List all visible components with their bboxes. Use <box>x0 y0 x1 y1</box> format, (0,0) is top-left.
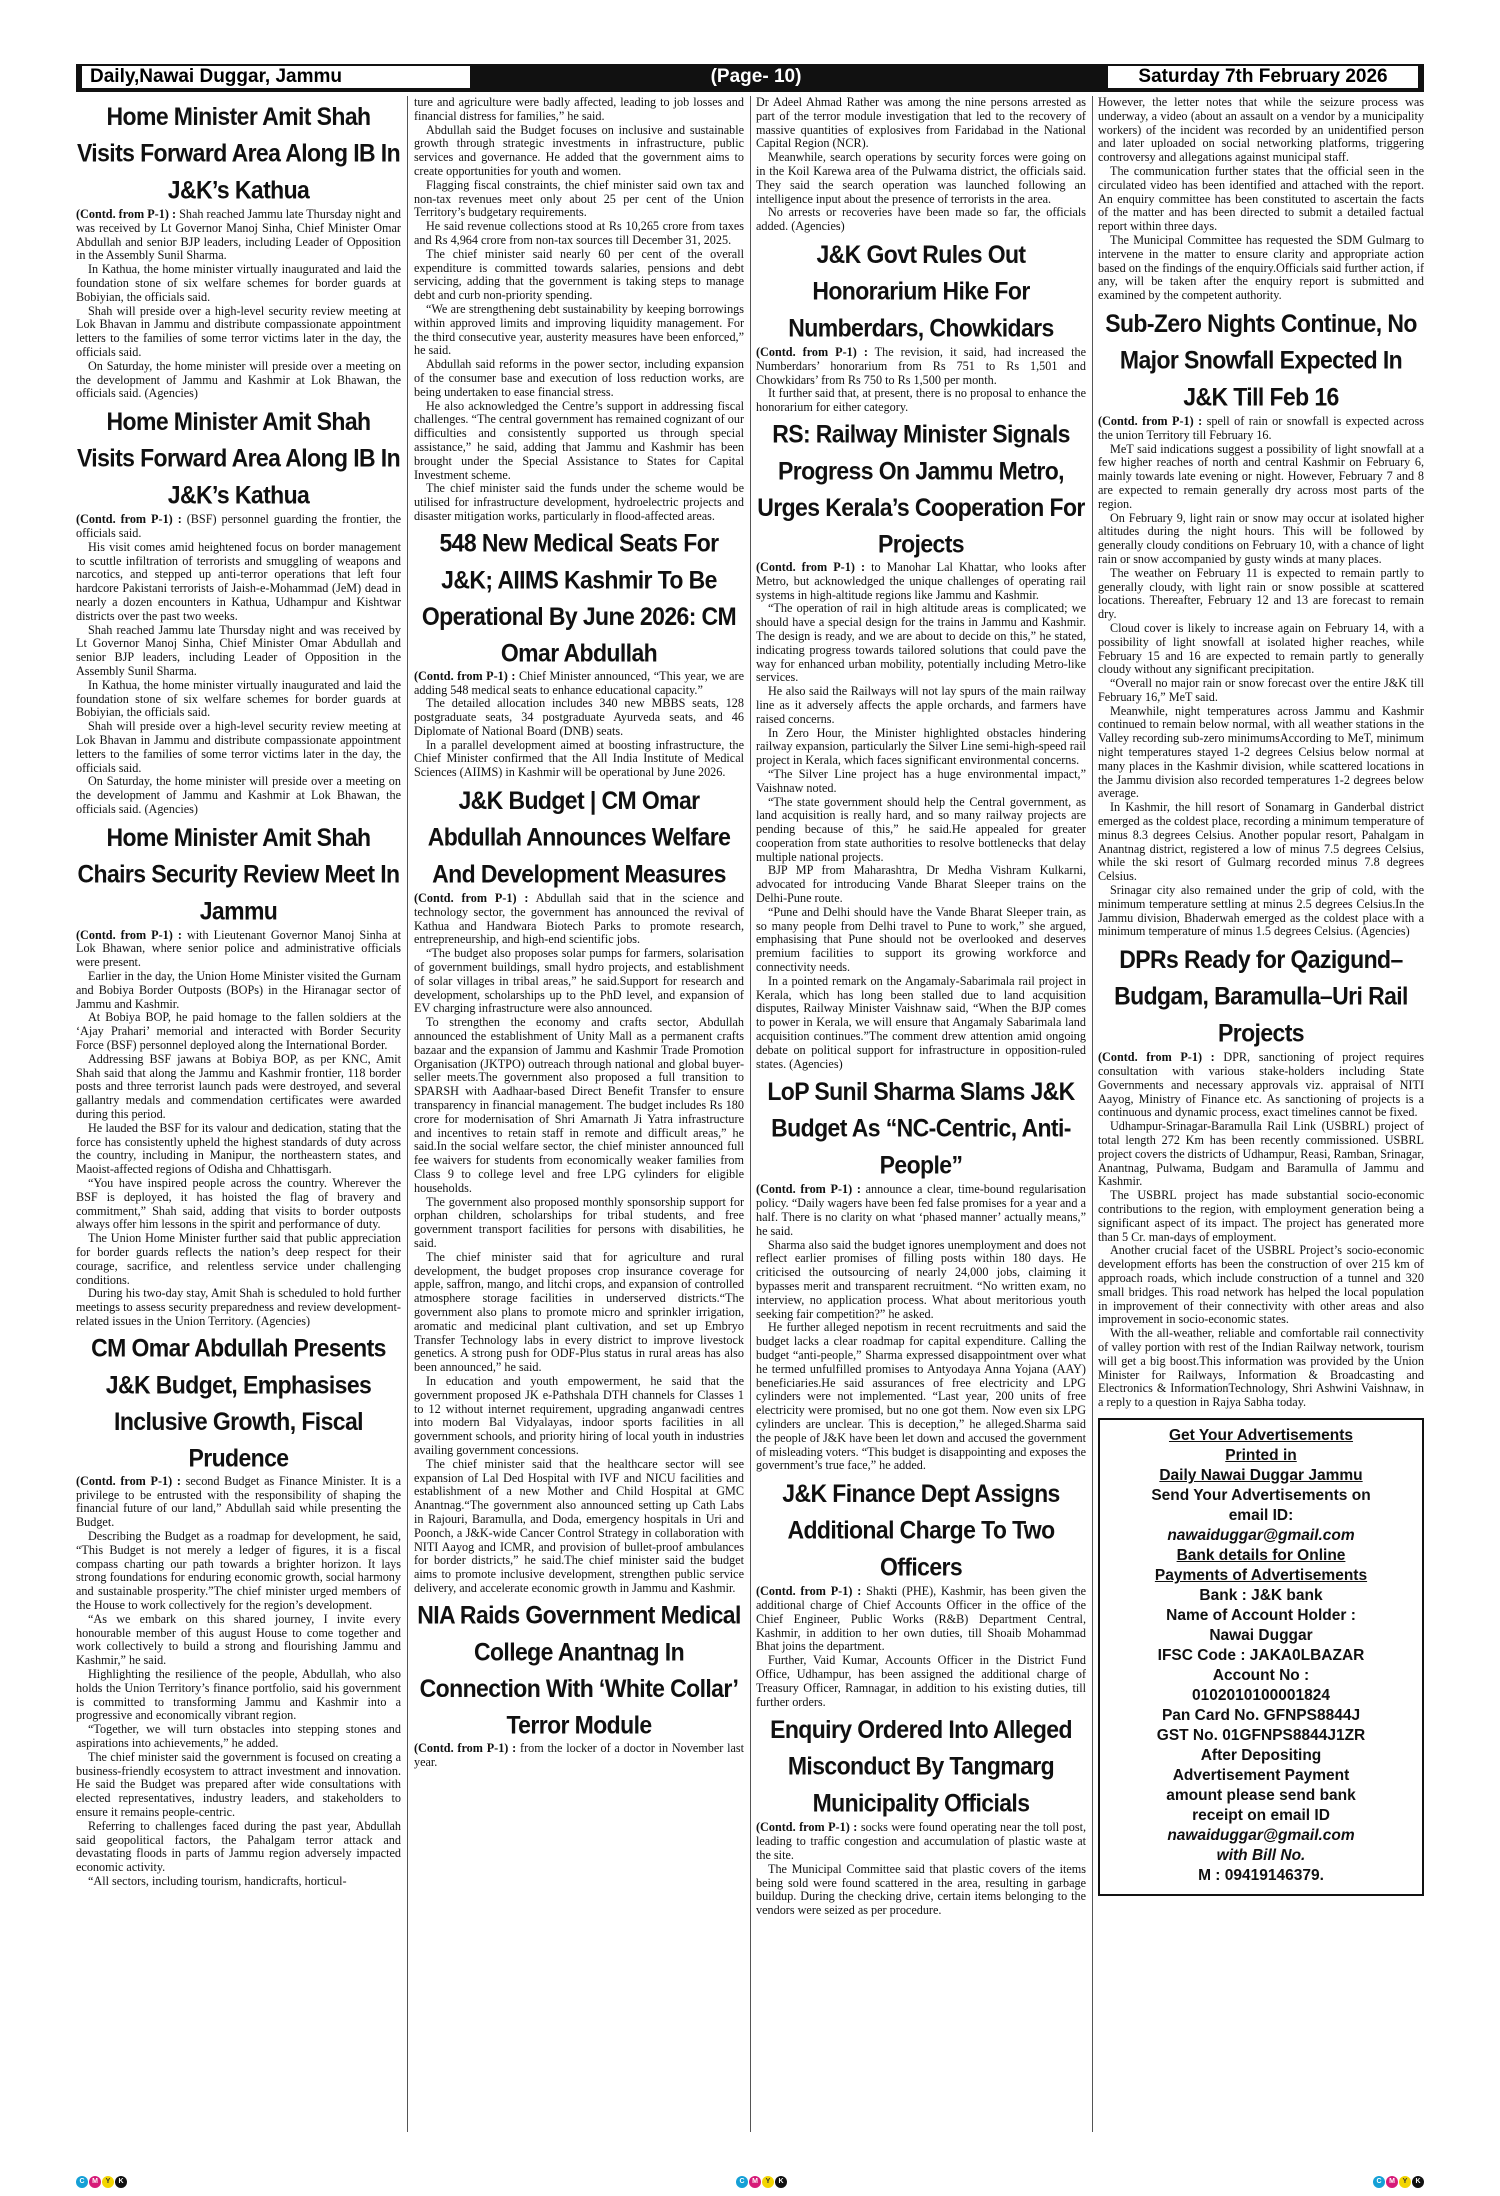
article-paragraph: He said revenue collections stood at Rs 10,265 crore from taxes and Rs 4,964 crore from non-tax sources till December 31, 2025. <box>414 219 744 247</box>
article-paragraph: “All sectors, including tourism, handicrafts, horticul- <box>88 1873 347 1888</box>
ad-email: nawaiduggar@gmail.com <box>1167 1826 1355 1844</box>
article-lead: (Contd. from P-1) : announce a clear, time-bound regularisation policy. “Daily wagers have been fed false promises for a year and a half. There is no clarity on what ‘phased manner’ actually means,” he said. <box>756 1182 1086 1238</box>
article-paragraph: In a pointed remark on the Angamaly-Sabarimala rail project in Kerala, which has long been stalled due to land acquisition disputes, Railway Minister Vaishnaw said, “When the BJP comes to power in Kerala, we will ensure that Angamaly Sabarimala land acquisition continues.”The comment drew attention amid ongoing debate on political support for infrastructure in opposition-ruled states. (Agencies) <box>756 973 1086 1071</box>
article-paragraph: Dr Adeel Ahmad Rather was among the nine persons arrested as part of the terror module investigation that led to the recovery of massive quantities of explosives from Faridabad in the National Capital Region (NCR). <box>756 96 1086 151</box>
article-paragraph: No arrests or recoveries have been made so far, the officials added. (Agencies) <box>756 205 1086 234</box>
contd-marker: (Contd. from P-1) : <box>76 1473 181 1488</box>
article-paragraph: He further alleged nepotism in recent recruitments and said the budget lacks a clear roadmap for capital expenditure. Calling the budget “anti-people,” Sharma expressed disappointment over what he termed unfulfilled promises to Antyodaya Anna Yojana (AAY) beneficiaries.He said assurances of free electricity and LPG cylinders were not implemented. “Last year, 200 units of free electricity were promised, but no one got them. Now even six LPG cylinders are unclear. This is deception,” he alleged.Sharma said the people of J&K have been let down and accused the government of misleading voters. “This budget is disappointing and exposes the government’s true face,” he added. <box>756 1320 1086 1473</box>
article-lead: (Contd. from P-1) : to Manohar Lal Khattar, who looks after Metro, but acknowledged the unique challenges of operating rail systems in high-altitude regions like Jammu and Kashmir. <box>756 559 1086 602</box>
article-paragraph: The chief minister said that the healthcare sector will see expansion of Lal Ded Hospital with IVF and NICU facilities and establishment of a new Mother and Child Hospital at GMC Anantnag.“The government also announced setting up Cath Labs in Rajouri, Baramulla, and Doda, emergency hospitals in Uri and Poonch, a J&K-wide Cancer Control Strategy in collaboration with NITI Aayog and ICMR, and provision of bullet-proof ambulances for border districts,” he said.The chief minister said the budget aims to promote inclusive development, strengthen public service delivery, and accelerate economic growth in Jammu and Kashmir. <box>414 1456 744 1595</box>
article-paragraph: Describing the Budget as a roadmap for development, he said, “This Budget is not merely a ledger of figures, it is a fiscal compass charting our path towards a brighter horizon. It lays strong foundations for enduring economic growth, social harmony and sustainable prosperity.”The chief minister urged members of the House to work collectively for the region’s development. <box>76 1528 401 1612</box>
article <box>756 240 1086 415</box>
article <box>76 823 401 1329</box>
magenta-mark: M <box>89 2176 101 2188</box>
article-headline: J&K Govt Rules Out Honorarium Hike For Numberdars, Chowkidars <box>788 240 1054 342</box>
contd-marker: (Contd. from P-1) : <box>756 1820 858 1835</box>
ad-line: Account No : <box>1212 1666 1310 1684</box>
magenta-mark: M <box>749 2176 761 2188</box>
article-paragraph: Meanwhile, search operations by security forces were going on in the Koil Karewa area of the Pulwama district, the officials said. They said the search operation was launched following an intelligence input about the presence of terrorists in the area. <box>756 150 1086 206</box>
article-paragraph: In Kashmir, the hill resort of Sonamarg in Ganderbal district emerged as the coldest place, recording a minimum temperature of minus 8.3 degrees Celsius. Another popular resort, Pahalgam in Anantnag district, registered a low of minus 7.5 degrees Celsius, while the ski resort of Gulmarg recorded minus 7.8 degrees Celsius. <box>1098 800 1424 884</box>
article-continuation <box>414 96 744 524</box>
magenta-mark: M <box>1386 2176 1398 2188</box>
black-mark: K <box>775 2176 787 2188</box>
article-paragraph: Addressing BSF jawans at Bobiya BOP, as per KNC, Amit Shah said that along the Jammu and Kashmir frontier, 118 border posts and three terrorist launch pads were destroyed, and several gallantry medals and commendation certificates were awarded during this period. <box>76 1051 401 1122</box>
contd-marker: (Contd. from P-1) : <box>1098 413 1203 428</box>
article-lead: (Contd. from P-1) : socks were found operating near the toll post, leading to traffic congestion and accumulation of plastic waste at the site. <box>756 1820 1086 1862</box>
cyan-mark: C <box>76 2176 88 2188</box>
article-paragraph: In Zero Hour, the Minister highlighted obstacles hindering railway expansion, particularly the Silver Line semi-high-speed rail project in Kerala, which faces significant environmental concerns. <box>756 725 1086 768</box>
print-registration-marks <box>76 2176 1424 2190</box>
column-2 <box>414 96 744 2132</box>
ad-line: Advertisement Payment <box>1172 1766 1350 1784</box>
ad-line: IFSC Code : JAKA0LBAZAR <box>1157 1646 1365 1664</box>
article-paragraph: The weather on February 11 is expected to remain partly to generally cloudy, with light rain or snow possible at scattered locations. Thereafter, February 12 and 13 are forecast to remain dry. <box>1098 565 1424 622</box>
cmyk-marks <box>76 2176 127 2188</box>
article-paragraph: MeT said indications suggest a possibility of light snowfall at a few higher reaches of north and central Kashmir on February 6, mainly towards late evening or night. However, February 7 and 8 are expected to remain generally dry across most parts of the region. <box>1098 441 1424 511</box>
ad-line: Nawai Duggar <box>1209 1626 1313 1644</box>
column-1 <box>76 96 401 2132</box>
page-number: (Page- 10) <box>710 66 802 87</box>
article-paragraph: The Union Home Minister further said that public appreciation for border guards reflects the nation’s deep respect for their courage, sacrifice, and relentless service under challenging conditions. <box>76 1231 401 1287</box>
article-paragraph: Abdullah said the Budget focuses on inclusive and sustainable growth through strategic investments in infrastructure, public services and governance. He added that the government aims to create opportunities for youth and women. <box>414 122 744 178</box>
article-paragraph: It further said that, at present, there is no proposal to enhance the honorarium for either category. <box>756 386 1086 415</box>
article-headline: Home Minister Amit Shah Chairs Security Review Meet In Jammu <box>77 822 400 925</box>
article <box>756 1077 1086 1473</box>
article-paragraph: Udhampur-Srinagar-Baramulla Rail Link (USBRL) project of total length 272 Km has been recently commissioned. USBRL project covers the districts of Udhampur, Reasi, Ramban, Srinagar, Anantnag, Pulwama, Budgam and Baramulla of Jammu and Kashmir. <box>1098 1119 1424 1189</box>
article-paragraph: At Bobiya BOP, he paid homage to the fallen soldiers at the ‘Ajay Prahari’ memorial and interacted with Border Security Force (BSF) personnel deployed along the International Border. <box>76 1010 401 1053</box>
article-continuation <box>756 96 1086 234</box>
column-4 <box>1098 96 1424 2132</box>
article-paragraph: He also acknowledged the Centre’s support in addressing fiscal challenges. “The central government has remained cognizant of our difficulties and consistently supported us through special assistance,” he said, adding that Jammu and Kashmir has been brought under the Special Assistance to States for Capital Investment scheme. <box>414 398 744 482</box>
cyan-mark: C <box>1373 2176 1385 2188</box>
yellow-mark: Y <box>102 2176 114 2188</box>
article-headline: RS: Railway Minister Signals Progress On Jammu Metro, Urges Kerala’s Cooperation For Projects <box>757 419 1085 559</box>
ad-line: Get Your Advertisements <box>1168 1426 1354 1444</box>
contd-marker: (Contd. from P-1) : <box>1098 1050 1215 1065</box>
article-headline: DPRs Ready for Qazigund– Budgam, Baramulla–Uri Rail Projects <box>1114 945 1408 1047</box>
article <box>76 102 401 401</box>
article <box>756 1715 1086 1918</box>
masthead <box>76 64 1424 92</box>
article-paragraph: The chief minister said nearly 60 per cent of the overall expenditure is committed towards salaries, pensions and debt servicing, adding that the government is taking steps to manage debt and curb non-priority spending. <box>414 246 744 303</box>
article-paragraph: The Municipal Committee has requested the SDM Gulmarg to intervene in the matter to ensure clarity and appropriate action based on the findings of the enquiry.Officials said further action, if any, will be taken after the enquiry report is submitted and examined by the competent authority. <box>1098 232 1424 303</box>
contd-marker: (Contd. from P-1) : <box>76 207 177 221</box>
article-paragraph: Abdullah said reforms in the power sector, including expansion of the consumer base and execution of loss reduction works, are being undertaken to ease financial stress. <box>414 357 744 399</box>
article-headline: LoP Sunil Sharma Slams J&K Budget As “NC-Centric, Anti-People” <box>767 1077 1075 1180</box>
article-lead: (Contd. from P-1) : Shah reached Jammu late Thursday night and was received by Lt Governor Manoj Sinha, Chief Minister Omar Abdullah and senior BJP leaders, including Leader of Opposition in the Assembly Sunil Sharma. <box>76 207 401 263</box>
article <box>1098 309 1424 939</box>
ad-email: nawaiduggar@gmail.com <box>1167 1526 1355 1544</box>
article-paragraph: Further, Vaid Kumar, Accounts Officer in the District Fund Office, Udhampur, has been assigned the additional charge of Treasury Officer, Ramnagar, in addition to his existing duties, till further orders. <box>756 1653 1086 1709</box>
contd-marker: (Contd. from P-1) : <box>756 1182 861 1197</box>
article-paragraph: Srinagar city also remained under the grip of cold, with the minimum temperature settling at minus 2.5 degrees Celsius.In the Jammu division, Bhaderwah emerged as the coldest place with a minimum temperature of minus 1.5 degrees Celsius. (Agencies) <box>1098 883 1424 939</box>
article-lead: (Contd. from P-1) : second Budget as Finance Minister. It is a privilege to be entrusted with the responsibility of shaping the financial future of our land,” Abdullah said while presenting the Budget. <box>76 1473 401 1530</box>
ad-line: Printed in <box>1225 1446 1297 1464</box>
article-paragraph: In a parallel development aimed at boosting infrastructure, the Chief Minister confirmed that the All India Institute of Medical Sciences (AIIMS) in Kashmir will be operational by June 2026. <box>414 737 744 780</box>
ad-line: Pan Card No. GFNPS8844J <box>1161 1706 1361 1724</box>
ad-line: 0102010100001824 <box>1192 1686 1330 1704</box>
article-paragraph: To strengthen the economy and crafts sector, Abdullah announced the establishment of Unity Mall as a permanent crafts bazaar and the expansion of Jammu and Kashmir Trade Promotion Organisation (JKTPO) outreach through national and global buyer-seller meets.The government also proposed a full transition to SPARSH with Aadhaar-based Direct Benefit Transfer to ensure transparency in financial management. The budget includes Rs 180 crore for modernisation of Shri Amarnath Ji Yatra infrastructure and incentives to retain staff in remote and difficult areas,” he said.In the social welfare sector, the chief minister announced full fee waivers for students from economically weaker families from Class 9 to college level and free LPG cylinders for eligible households. <box>414 1015 744 1195</box>
article-lead: (Contd. from P-1) : The revision, it said, had increased the Numberdars’ honorarium from Rs 751 to Rs 1,501 and Chowkidars’ from Rs 750 to Rs 1,500 per month. <box>756 344 1086 387</box>
article-paragraph: “Together, we will turn obstacles into stepping stones and aspirations into achievements,” he added. <box>76 1722 401 1750</box>
ad-line: Daily Nawai Duggar Jammu <box>1159 1466 1363 1484</box>
article-headline: Home Minister Amit Shah Visits Forward Area Along IB In J&K’s Kathua <box>76 102 401 204</box>
contd-marker: (Contd. from P-1) : <box>756 1584 862 1599</box>
article-paragraph: In education and youth empowerment, he said that the government proposed JK e-Pathshala DTH channels for Classes 1 to 12 without internet requirement, upgrading anganwadi centres into modern Bal Vidyalayas, indoor sports facilities in all government schools, and priority hiring of local youth in industries availing government concessions. <box>414 1373 744 1457</box>
yellow-mark: Y <box>762 2176 774 2188</box>
contd-marker: (Contd. from P-1) : <box>76 927 182 942</box>
contd-marker: (Contd. from P-1) : <box>756 344 868 359</box>
article-paragraph: On February 9, light rain or snow may occur at isolated higher altitudes during the night hours. This will be followed by generally cloudy conditions on February 10, with a chance of light rain or snow accompanied by gusty winds at many places. <box>1098 510 1424 566</box>
article-paragraph: The chief minister said that for agriculture and rural development, the budget proposes crop insurance coverage for apple, saffron, mango, and litchi crops, and expansion of controlled atmosphere storage facilities in underserved districts.“The government also plans to promote micro and sprinkler irrigation, aromatic and medicinal plant cultivation, and set up Embryo Transfer Technology labs in every district to improve livestock genetics. A strong push for ODF-Plus status in rural areas has also been announced,” he said. <box>414 1249 744 1375</box>
ad-line: receipt on email ID <box>1192 1806 1330 1824</box>
contd-marker: (Contd. from P-1) : <box>414 891 529 906</box>
article-paragraph: In Kathua, the home minister virtually inaugurated and laid the foundation stone of six welfare schemes for border guards at Bobiyian, the officials said. <box>76 677 401 720</box>
article-paragraph: The chief minister said the government is focused on creating a business-friendly ecosystem to attract investment and innovation. He said the Budget was prepared after wide consultations with elected representatives, industry leaders, and stakeholders to ensure it remains people-centric. <box>76 1749 401 1819</box>
article <box>414 1602 744 1770</box>
article-paragraph: Shah will preside over a high-level security review meeting at Lok Bhavan in Jammu and distribute compassionate appointment letters to the families of some terror victims later in the day, the officials said. <box>76 719 401 775</box>
article-lead: (Contd. from P-1) : with Lieutenant Governor Manoj Sinha at Lok Bhawan, where senior police and administrative officials were present. <box>76 927 401 970</box>
article-paragraph: “The budget also proposes solar pumps for farmers, solarisation of government buildings, small hydro projects, and establishment of solar villages in tribal areas,” he said.Support for research and development, scholarships up to the PhD level, and expansion of EV charging infrastructure were also announced. <box>414 946 744 1016</box>
column-rule <box>1092 96 1093 2132</box>
yellow-mark: Y <box>1399 2176 1411 2188</box>
article-paragraph: Earlier in the day, the Union Home Minister visited the Gurnam and Bobiya Border Outposts (BOPs) in the Hiranagar sector of Jammu and Kashmir. <box>76 969 401 1011</box>
article <box>414 786 744 1596</box>
cmyk-marks <box>736 2176 787 2188</box>
article-lead: (Contd. from P-1) : Chief Minister announced, “This year, we are adding 548 medical seats to enhance educational capacity.” <box>414 668 744 697</box>
column-3 <box>756 96 1086 2132</box>
article-paragraph: Highlighting the resilience of the people, Abdullah, who also holds the Union Territory’s finance portfolio, said his government is committed to transforming Jammu and Kashmir into a progressive and economically vibrant region. <box>76 1666 401 1723</box>
column-rule <box>750 96 751 2132</box>
article-headline: 548 New Medical Seats For J&K; AIIMS Kashmir To Be Operational By June 2026: CM Omar Abdullah <box>421 528 737 667</box>
contd-marker: (Contd. from P-1) : <box>414 668 516 683</box>
ad-line: Bank details for Online <box>1176 1546 1346 1564</box>
contd-marker: (Contd. from P-1) : <box>414 1740 517 1755</box>
article-paragraph: On Saturday, the home minister will preside over a meeting on the development of Jammu and Kashmir at Lok Bhawan, the officials said. (Agencies) <box>76 774 401 816</box>
article <box>76 407 401 817</box>
article-lead: (Contd. from P-1) : Abdullah said that in the science and technology sector, the government has announced the revival of Kathua and Handwara Biotech Parks to promote research, entrepreneurship, and high-end scientific jobs. <box>414 891 744 947</box>
advertisement-box <box>1098 1418 1424 1896</box>
ad-phone: M : 09419146379. <box>1198 1866 1324 1884</box>
article-paragraph: “The state government should help the Central government, as land acquisition is really hard, and so many railway projects are pending because of this,” he said.He appealed for greater cooperation from state authorities to resolve bottlenecks that delay multiple national projects. <box>756 794 1086 864</box>
article-paragraph: However, the letter notes that while the seizure process was underway, a video (about an assault on a vendor by a municipality workers) of the incident was recorded by an unidentified person and later uploaded on social networking platforms, triggering controversy and allegations against municipal staff. <box>1098 96 1424 165</box>
article <box>756 1479 1086 1709</box>
article-paragraph: The detailed allocation includes 340 new MBBS seats, 128 postgraduate seats, 34 postgraduate Ayurveda seats, and 46 Diplomate of National Board (DNB) seats. <box>414 696 744 738</box>
article-paragraph: ture and agriculture were badly affected, leading to job losses and financial distress for families,” he said. <box>414 96 744 123</box>
article-paragraph: He lauded the BSF for its valour and dedication, stating that the force has consistently upheld the highest standards of duty across the country, including in Manipur, the northeastern states, and Maoist-affected regions of Odisha and Chhattisgarh. <box>76 1120 401 1177</box>
article-paragraph: Shah will preside over a high-level security review meeting at Lok Bhavan in Jammu and distribute compassionate appointment letters to the families of some terror victims later in the day, the officials said. <box>76 303 401 359</box>
article-paragraph: Shah reached Jammu late Thursday night and was received by Lt Governor Manoj Sinha, Chief Minister Omar Abdullah and senior BJP leaders, including Leader of Opposition in the Assembly Sunil Sharma. <box>76 622 401 678</box>
black-mark: K <box>115 2176 127 2188</box>
article <box>1098 945 1424 1410</box>
article-paragraph: His visit comes amid heightened focus on border management to scuttle infiltration of terrorists and smuggling of weapons and narcotics, and stepped up anti-terror operations that left four hardcore Pakistani terrorists of Jaish-e-Mohammad (JeM) dead in nearly a dozen encounters in Kathua, Udhampur and Kishtwar districts over the past two weeks. <box>76 539 401 623</box>
article-paragraph: “Overall no major rain or snow forecast over the entire J&K till February 16,” MeT said. <box>1098 676 1424 704</box>
article-paragraph: “Pune and Delhi should have the Vande Bharat Sleeper train, as so many people from Delhi travel to Pune to work,” she argued, emphasising that Pune should not be overlooked and deserves premium facilities to support its growing workforce and connectivity needs. <box>756 904 1086 975</box>
article-headline: CM Omar Abdullah Presents J&K Budget, Emphasises Inclusive Growth, Fiscal Prudence <box>91 1333 386 1472</box>
ad-line: After Depositing <box>1200 1746 1322 1764</box>
article-paragraph: Another crucial facet of the USBRL Project’s socio-economic development efforts has been the construction of over 215 km of approach roads, which include construction of a tunnel and 320 small bridges. This road network has helped the local population in improvement of their connectivity with other areas and also improvement in socio-economic states. <box>1098 1243 1424 1327</box>
article-paragraph: Referring to challenges faced during the past year, Abdullah said geopolitical factors, the Pahalgam terror attack and devastating floods in parts of Jammu region adversely impacted economic activity. <box>76 1818 401 1875</box>
article-headline: J&K Finance Dept Assigns Additional Charge To Two Officers <box>782 1479 1060 1581</box>
article-paragraph: During his two-day stay, Amit Shah is scheduled to hold further meetings to assess security preparedness and review development-related issues in the Union Territory. (Agencies) <box>76 1286 401 1328</box>
article-paragraph: “We are strengthening debt sustainability by keeping borrowings within approved limits and improving liquidity management. For the third consecutive year, austerity measures have been enforced,” he said. <box>414 301 744 358</box>
ad-line: Payments of Advertisements <box>1154 1566 1368 1584</box>
article-paragraph: “As we embark on this shared journey, I invite every honourable member of this august House to come together and work collectively to build a strong and flourishing Jammu and Kashmir,” he said. <box>76 1611 401 1668</box>
contd-marker: (Contd. from P-1) : <box>76 512 182 527</box>
article-paragraph: With the all-weather, reliable and comfortable rail connectivity of valley portion with rest of the Indian Railway network, tourism will get a big boost.This information was provided by the Union Minister for Railways, Information & Broadcasting and Electronics & InformationTechnology, Shri Ashwini Vaishnaw, in a reply to a question in Rajya Sabha today. <box>1098 1326 1424 1410</box>
article-lead: (Contd. from P-1) : Shakti (PHE), Kashmir, has been given the additional charge of Chief Accounts Officer in the office of the Chief Engineer, Public Works (R&B) Department Central, Kashmir, in addition to her own duties, till Shoaib Mohammad Bhat joins the department. <box>756 1584 1086 1654</box>
ad-line: Name of Account Holder : <box>1166 1606 1356 1624</box>
ad-line: email ID: <box>1228 1506 1294 1524</box>
article-paragraph: The communication further states that the official seen in the circulated video has been identified and attached with the report. An enquiry committee has been constituted to ascertain the facts of the matter and has been directed to submit a detailed factual report within three days. <box>1098 163 1424 234</box>
ad-line: Send Your Advertisements on <box>1151 1486 1371 1504</box>
ad-line: with Bill No. <box>1216 1846 1306 1864</box>
article-lead: (Contd. from P-1) : (BSF) personnel guarding the frontier, the officials said. <box>76 512 401 540</box>
article-lead: (Contd. from P-1) : from the locker of a doctor in November last year. <box>414 1740 744 1769</box>
article-headline: Enquiry Ordered Into Alleged Misconduct By Tangmarg Municipality Officials <box>770 1715 1072 1818</box>
article-headline: J&K Budget | CM Omar Abdullah Announces Welfare And Development Measures <box>427 786 731 888</box>
column-rule <box>407 96 408 2132</box>
article-paragraph: BJP MP from Maharashtra, Dr Medha Vishram Kulkarni, advocated for introducing Vande Bharat Sleeper trains on the Delhi-Pune route. <box>756 863 1086 906</box>
article <box>756 421 1086 1071</box>
article-paragraph: The Municipal Committee said that plastic covers of the items being sold were found scattered in the area, resulting in garbage buildup. During the checking drive, certain items belonging to the vendors were seized as per procedure. <box>756 1861 1086 1918</box>
article-headline: Home Minister Amit Shah Visits Forward Area Along IB In J&K’s Kathua <box>76 407 401 509</box>
article-paragraph: Cloud cover is likely to increase again on February 14, with a possibility of light snowfall at isolated higher reaches, while February 15 and 16 are expected to remain partly to generally cloudy without any significant precipitation. <box>1098 620 1424 677</box>
cmyk-marks <box>1373 2176 1424 2188</box>
article-headline: NIA Raids Government Medical College Anantnag In Connection With ‘White Collar’ Terror Module <box>417 1600 741 1739</box>
ad-line: GST No. 01GFNPS8844J1ZR <box>1156 1726 1366 1744</box>
contd-marker: (Contd. from P-1) : <box>756 559 866 574</box>
article-paragraph: “The Silver Line project has a huge environmental impact,” Vaishnaw noted. <box>756 766 1086 795</box>
paper-name: Daily,Nawai Duggar, Jammu <box>82 66 470 88</box>
article-paragraph: He also said the Railways will not lay spurs of the main railway line as it adversely affects the apple orchards, and farmers have raised concerns. <box>756 684 1086 726</box>
article-lead: (Contd. from P-1) : spell of rain or snowfall is expected across the union Territory till February 16. <box>1098 413 1424 442</box>
cyan-mark: C <box>736 2176 748 2188</box>
article-paragraph: “You have inspired people across the country. Wherever the BSF is deployed, it has hoisted the flag of bravery and commitment,” Shah said, adding that visits to border outposts always offer him lessons in the spirit and performance of duty. <box>76 1176 401 1232</box>
article-paragraph: In Kathua, the home minister virtually inaugurated and laid the foundation stone of six welfare schemes for border guards at Bobiyian, the officials said. <box>76 262 401 304</box>
article-paragraph: “The operation of rail in high altitude areas is complicated; we should have a special design for the trains in Jammu and Kashmir. The design is ready, and we are about to decide on this,” he stated, indicating progress towards tailored solutions that could pave the way for enhanced urban mobility, potentially including Metro-like services. <box>756 601 1086 685</box>
article-headline: Sub-Zero Nights Continue, No Major Snowfall Expected In J&K Till Feb 16 <box>1105 309 1417 411</box>
article-paragraph: Meanwhile, night temperatures across Jammu and Kashmir continued to remain below normal, with all weather stations in the Valley recording sub-zero minimumsAccording to MeT, minimum night temperatures stayed 1-2 degrees Celsius below normal at many places in the Kashmir division, while scattered locations in the Jammu division also recorded temperatures 1-2 degrees below average. <box>1098 703 1424 801</box>
article-paragraph: Flagging fiscal constraints, the chief minister said own tax and non-tax revenues meet only about 25 per cent of the Union Territory’s budgetary requirements. <box>414 177 744 220</box>
article-paragraph: The chief minister said the funds under the scheme would be utilised for infrastructure development, hydroelectric projects and disaster mitigation works, particularly in flood-affected areas. <box>414 481 744 523</box>
article-paragraph: The USBRL project has made substantial socio-economic contributions to the region, with employment generation being a significant aspect of its impact. The project has generated more than 5 Cr. man-days of employment. <box>1098 1188 1424 1244</box>
article <box>76 1335 401 1889</box>
black-mark: K <box>1412 2176 1424 2188</box>
article-paragraph: On Saturday, the home minister will preside over a meeting on the development of Jammu and Kashmir at Lok Bhawan, the officials said. (Agencies) <box>76 358 401 401</box>
article-continuation <box>1098 96 1424 303</box>
ad-line: Bank : J&K bank <box>1199 1586 1323 1604</box>
article <box>414 530 744 780</box>
issue-date: Saturday 7th February 2026 <box>1108 66 1418 88</box>
ad-line: amount please send bank <box>1166 1786 1356 1804</box>
article-lead: (Contd. from P-1) : DPR, sanctioning of project requires consultation with various stake-holders including State Governments and necessary approvals viz. appraisal of NITI Aayog, Ministry of Finance etc. As sanctioning of projects is a continuous and dynamic process, exact timelines cannot be fixed. <box>1098 1050 1424 1120</box>
article-paragraph: Sharma also said the budget ignores unemployment and does not reflect earlier promises of filling posts within 180 days. He criticised the outsourcing of nearly 24,000 jobs, claiming it bypasses merit and transparent recruitment. “No written exam, no interview, no application process. What about meritorious youth seeking fair competition?” he asked. <box>756 1237 1086 1321</box>
article-paragraph: The government also proposed monthly sponsorship support for orphan children, scholarships for tribal students, and free government transport facilities for persons with disabilities, he said. <box>414 1194 744 1250</box>
